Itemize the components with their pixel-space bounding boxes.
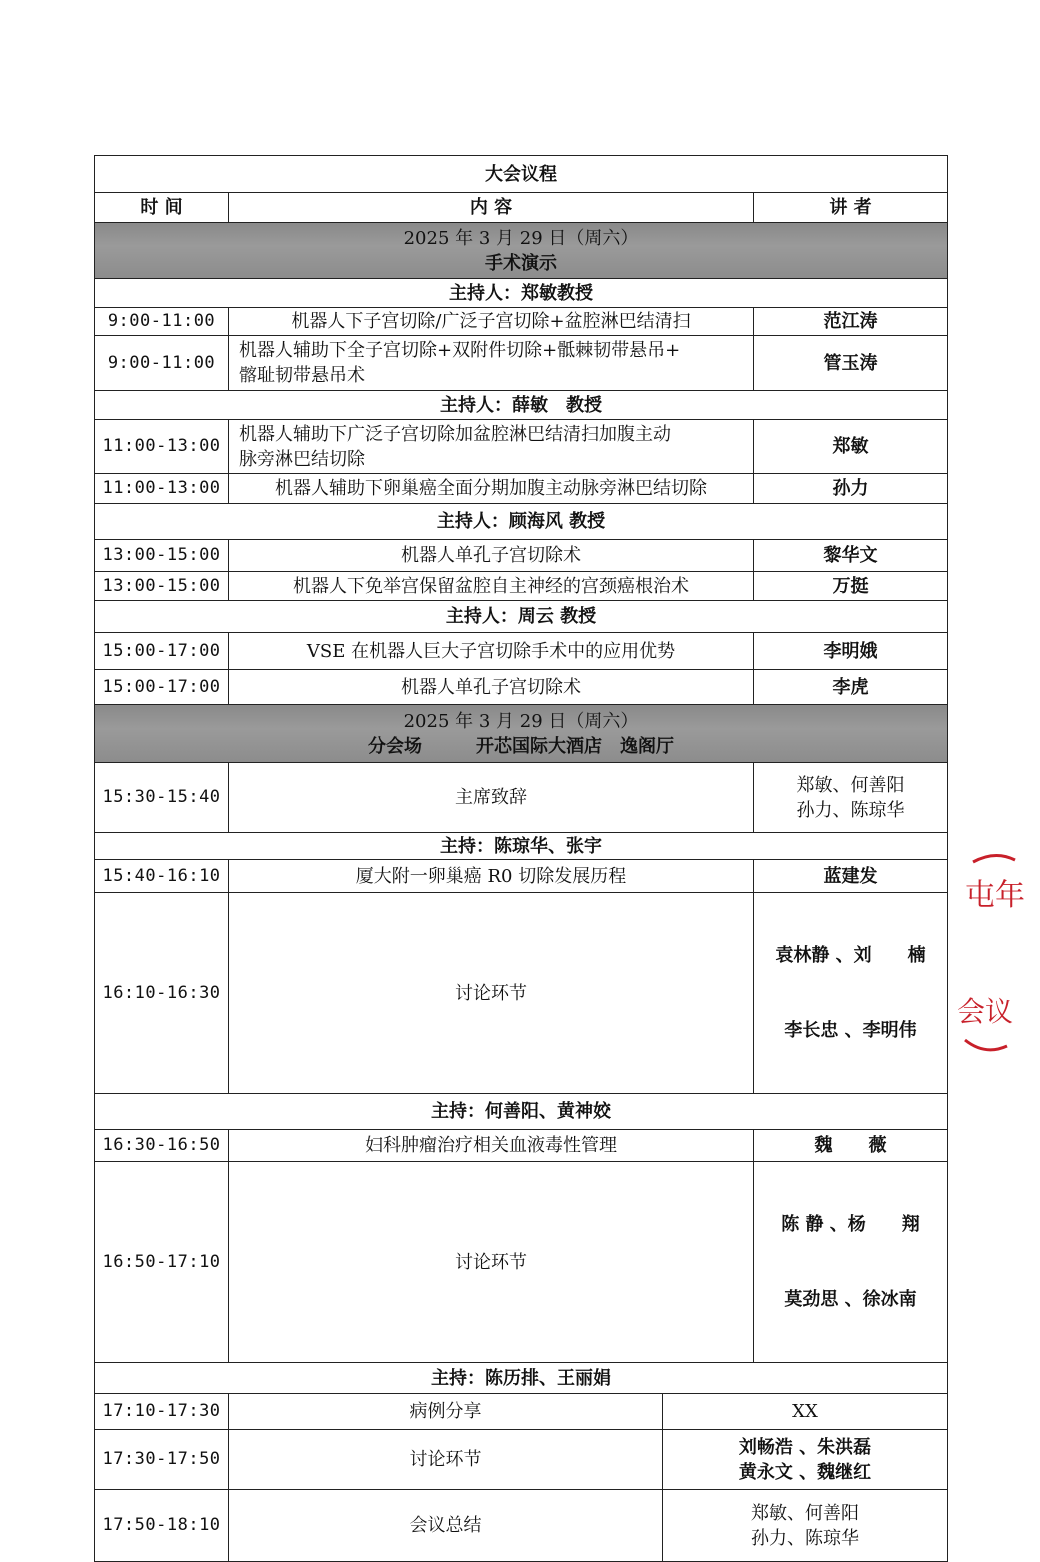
row-content [229,420,754,474]
speaker-line: 黄永文 、魏继红 [738,1461,872,1483]
agenda-title: 大会议程 [95,156,948,193]
host-row [95,279,948,308]
header-row [95,193,948,223]
session-banner [95,705,948,763]
row-speaker [754,893,948,1094]
table-row [95,420,948,474]
row-time: 16:50-17:10 [95,1162,229,1363]
title-row [95,156,948,193]
row-content: 会议总结 [229,1490,663,1562]
host-label: 主持：陈琼华、张宇 [95,833,948,860]
host-label: 主持人：周云 教授 [95,601,948,633]
session-name: 分会场 开芯国际大酒店 逸阁厅 [368,735,674,757]
speaker-line: 郑敏、何善阳 [751,1502,859,1524]
seal-text-bottom: 会议 [957,995,1014,1028]
table-row [95,670,948,705]
row-time: 17:30-17:50 [95,1430,229,1490]
table-row [95,893,948,1094]
host-row [95,1363,948,1394]
host-row [95,601,948,633]
row-speaker [754,1162,948,1363]
table-row [95,474,948,504]
host-row [95,391,948,420]
row-speaker: XX [663,1394,948,1430]
host-label: 主持：陈历排、王丽娟 [95,1363,948,1394]
host-label: 主持人：薛敏 教授 [95,391,948,420]
row-speaker [754,763,948,833]
seal-text-top: 屯年 [965,878,1025,913]
table-row [95,1162,948,1363]
row-content: 机器人下子宫切除/广泛子宫切除+盆腔淋巴结清扫 [229,308,754,336]
session-date: 2025 年 3 月 29 日（周六） [403,227,639,249]
row-speaker: 李明娥 [754,633,948,670]
row-content: 讨论环节 [229,1162,754,1363]
speaker-line: 陈 静 、杨 翔 [781,1214,920,1235]
row-content: 讨论环节 [229,893,754,1094]
row-time: 15:00-17:00 [95,633,229,670]
host-row [95,1094,948,1130]
row-time: 11:00-13:00 [95,474,229,504]
row-time: 9:00-11:00 [95,308,229,336]
speaker-line: 孙力、陈琼华 [796,799,905,821]
host-label: 主持：何善阳、黄神姣 [95,1094,948,1130]
row-content: 机器人单孔子宫切除术 [229,670,754,705]
row-time: 16:30-16:50 [95,1130,229,1162]
table-row [95,1430,948,1490]
row-content: 机器人单孔子宫切除术 [229,540,754,572]
row-speaker: 范江涛 [754,308,948,336]
speaker-line: 郑敏、何善阳 [796,774,905,796]
header-time: 时 间 [95,193,229,223]
host-row [95,504,948,540]
row-content: VSE 在机器人巨大子宫切除手术中的应用优势 [229,633,754,670]
row-time: 15:00-17:00 [95,670,229,705]
row-time: 13:00-15:00 [95,572,229,601]
session-banner [95,223,948,279]
session-date: 2025 年 3 月 29 日（周六） [403,710,639,732]
header-speaker: 讲 者 [754,193,948,223]
row-content: 机器人下免举宫保留盆腔自主神经的宫颈癌根治术 [229,572,754,601]
table-row [95,633,948,670]
row-time: 11:00-13:00 [95,420,229,474]
row-speaker: 管玉涛 [754,336,948,391]
table-row [95,540,948,572]
row-speaker: 孙力 [754,474,948,504]
speaker-line: 刘畅浩 、朱洪磊 [738,1436,872,1458]
row-content-line: 脉旁淋巴结切除 [239,448,365,470]
row-content: 机器人辅助下卵巢癌全面分期加腹主动脉旁淋巴结切除 [229,474,754,504]
host-label: 主持人：郑敏教授 [95,279,948,308]
table-row [95,1394,948,1430]
table-row [95,572,948,601]
row-time: 13:00-15:00 [95,540,229,572]
agenda-sheet [94,155,947,1562]
row-time: 17:50-18:10 [95,1490,229,1562]
row-speaker: 魏 薇 [754,1130,948,1162]
row-content-line: 机器人辅助下全子宫切除+双附件切除+骶棘韧带悬吊+ [239,340,681,361]
row-content: 厦大附一卵巢癌 R0 切除发展历程 [229,860,754,893]
red-seal-stamp [955,850,1035,1070]
table-row [95,1130,948,1162]
speaker-line: 袁林静 、刘 楠 [775,945,926,966]
row-time: 15:40-16:10 [95,860,229,893]
row-time: 16:10-16:30 [95,893,229,1094]
row-content: 主席致辞 [229,763,754,833]
row-speaker: 万挺 [754,572,948,601]
row-content: 病例分享 [229,1394,663,1430]
table-row [95,860,948,893]
speaker-line: 李长忠 、李明伟 [784,1020,917,1041]
row-speaker [663,1490,948,1562]
session-name: 手术演示 [485,252,557,274]
host-row [95,833,948,860]
row-content [229,336,754,391]
table-row [95,1490,948,1562]
speaker-line: 孙力、陈琼华 [751,1527,859,1549]
row-speaker: 蓝建发 [754,860,948,893]
row-time: 15:30-15:40 [95,763,229,833]
speaker-line: 莫劲思 、徐冰南 [784,1289,917,1310]
row-speaker: 郑敏 [754,420,948,474]
row-speaker: 李虎 [754,670,948,705]
row-content: 讨论环节 [229,1430,663,1490]
row-speaker [663,1430,948,1490]
table-row [95,763,948,833]
header-content: 内 容 [229,193,754,223]
row-time: 17:10-17:30 [95,1394,229,1430]
row-speaker: 黎华文 [754,540,948,572]
row-content-line: 髂耻韧带悬吊术 [239,365,365,386]
table-row [95,308,948,336]
table-row [95,336,948,391]
host-label: 主持人：顾海风 教授 [95,504,948,540]
row-content-line: 机器人辅助下广泛子宫切除加盆腔淋巴结清扫加腹主动 [239,423,671,445]
agenda-table [94,155,948,1562]
row-content: 妇科肿瘤治疗相关血液毒性管理 [229,1130,754,1162]
row-time: 9:00-11:00 [95,336,229,391]
